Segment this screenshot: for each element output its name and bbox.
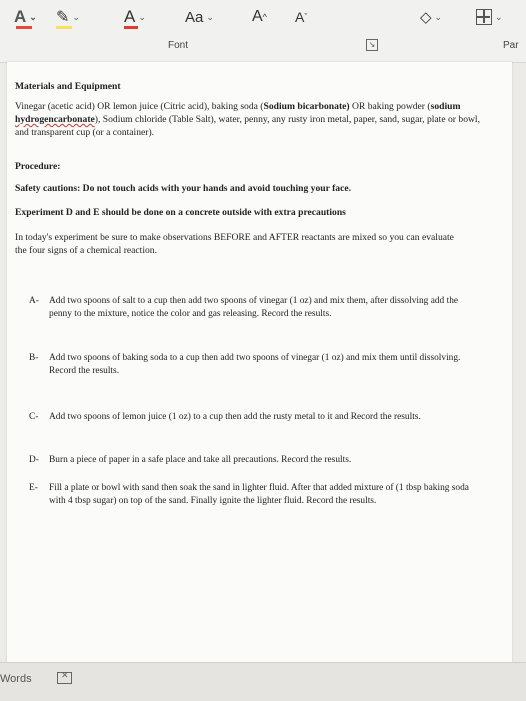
list-text: Add two spoons of lemon juice (1 oz) to a cup then add the rusty metal to it and Record the results. [49,412,421,422]
text-color-swatch [124,26,138,29]
shading-button[interactable] [420,6,442,28]
paint-bucket-icon: ◇ [420,9,432,26]
document-page[interactable] [7,62,512,662]
chevron-down-icon[interactable]: ⌄ [72,11,80,22]
list-label: B- [29,353,39,363]
status-bar [0,662,526,701]
materials-text-1: Vinegar (acetic acid) OR lemon juice (Citric acid), baking soda ( [15,101,264,112]
chevron-down-icon[interactable]: ⌄ [495,11,503,22]
chevron-down-icon[interactable]: ⌄ [29,11,37,22]
experiment-de-note: Experiment D and E should be done on a concrete outside with extra precautions [15,207,346,218]
font-color-swatch [16,26,32,29]
misspelled-word[interactable]: hydrogencarbonate [15,114,95,125]
highlighter-icon: ✎ [56,9,70,26]
list-label: C- [29,412,39,422]
materials-text-bold-1: Sodium bicarbonate) [263,101,350,112]
text-color-label: A [124,7,136,26]
list-text: Add two spoons of salt to a cup then add two spoons of vinegar (1 oz) and mix them, after dissolving add the penny to the mixture, notice the color and gas releasing. Record the results. [49,296,459,319]
procedure-heading: Procedure: [15,161,61,172]
chevron-down-icon[interactable]: ⌄ [138,11,146,22]
change-case-label: Aa [185,8,204,26]
list-item [29,454,472,467]
clear-formatting-button[interactable] [14,6,37,28]
text-color-button[interactable] [124,6,146,28]
borders-button[interactable] [476,6,503,28]
grow-font-button[interactable]: A ^ [252,8,267,25]
highlight-color-swatch [56,26,72,29]
list-label: E- [29,483,38,493]
proofing-icon[interactable] [57,672,72,684]
intro-paragraph: In today's experiment be sure to make observations BEFORE and AFTER reactants are mixed so you can evaluate the four signs of a chemical reaction. [15,232,454,256]
materials-paragraph [15,100,480,139]
grow-font-label: A [252,8,263,25]
chevron-down-icon[interactable]: ⌄ [434,11,443,22]
chevron-down-icon[interactable]: ⌄ [206,11,214,22]
font-dialog-launcher-icon[interactable]: ↘ [366,39,378,51]
materials-text-2: OR baking powder ( [349,101,431,112]
font-group-label: Font [168,40,189,51]
shrink-font-label: A [295,9,305,25]
paragraph-group-label: Par [503,40,519,51]
borders-icon [476,9,492,25]
materials-heading: Materials and Equipment [15,81,121,92]
list-item [29,411,472,424]
font-color-label: A [14,7,27,26]
list-item [29,482,472,508]
ribbon [0,0,526,63]
word-count[interactable]: Words [0,673,32,685]
materials-text-3: ), Sodium chloride (Table Salt), water, penny, any rusty iron metal, paper, sand, sugar, plate or bowl, and transparent cup (or a container). [15,114,480,138]
materials-text-bold-2: sodium [430,101,461,112]
safety-cautions: Safety cautions: Do not touch acids with your hands and avoid touching your face. [15,183,352,194]
list-label: A- [29,296,39,306]
list-text: Add two spoons of baking soda to a cup then add two spoons of vinegar (1 oz) and mix them until dissolving. Record the results. [49,353,461,376]
shrink-font-button[interactable]: A ˇ [295,9,308,25]
list-text: Burn a piece of paper in a safe place and take all precautions. Record the results. [49,455,352,465]
list-text: Fill a plate or bowl with sand then soak the sand in lighter fluid. After that added mixture of (1 tbsp baking soda with 4 tbsp sugar) on top of the sand. Finally ignite the lighter fluid. Record the results. [49,483,469,506]
list-label: D- [29,455,39,465]
list-item [29,352,472,378]
highlight-button[interactable] [56,6,80,28]
list-item [29,295,472,321]
change-case-button[interactable] [185,6,214,28]
